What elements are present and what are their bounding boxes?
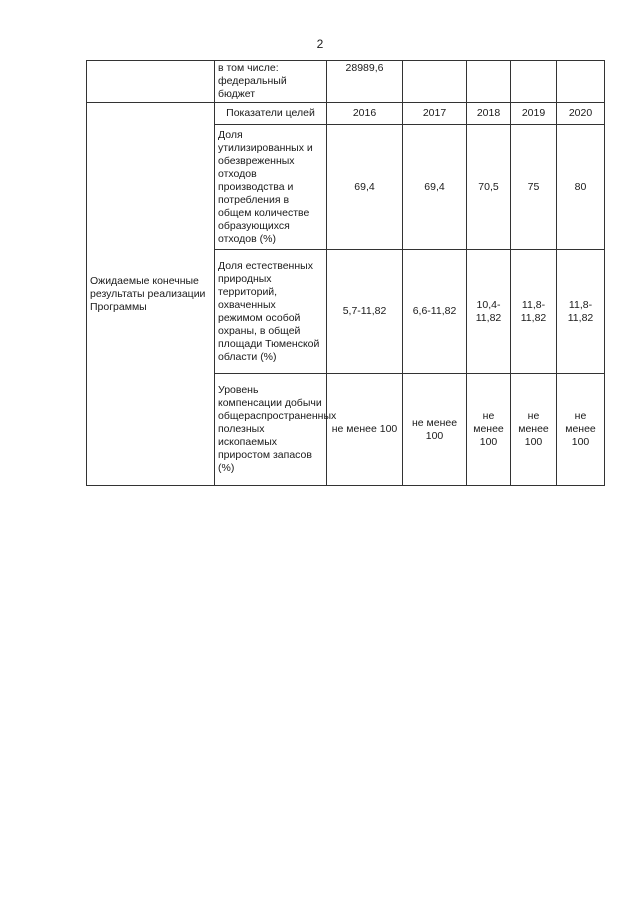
indicator-value: 6,6-11,82 <box>403 250 467 374</box>
indicator-value: 69,4 <box>327 125 403 250</box>
page-number: 2 <box>316 37 324 51</box>
indicator-label: Уровень компенсации добычи общераспространенных полезных ископаемых приростом запасов (%) <box>215 374 327 486</box>
empty-cell <box>557 61 605 103</box>
funding-value: 28989,6 <box>327 61 403 103</box>
indicator-value: 11,8-11,82 <box>511 250 557 374</box>
indicator-value: 5,7-11,82 <box>327 250 403 374</box>
empty-cell <box>87 61 215 103</box>
empty-cell <box>403 61 467 103</box>
indicator-value: не менее 100 <box>403 374 467 486</box>
year-header: 2018 <box>467 103 511 125</box>
indicator-value: не менее 100 <box>467 374 511 486</box>
indicator-label: Доля утилизированных и обезвреженных отходов производства и потребления в общем количестве образующихся отходов (%) <box>215 125 327 250</box>
indicator-value: 70,5 <box>467 125 511 250</box>
indicator-value: 11,8-11,82 <box>557 250 605 374</box>
program-table <box>86 60 605 486</box>
indicator-label: Доля естественных природных территорий, охваченных режимом особой охраны, в общей площади Тюменской области (%) <box>215 250 327 374</box>
section-title: Ожидаемые конечные результаты реализации Программы <box>87 103 215 486</box>
funding-row <box>87 61 605 103</box>
indicators-header: Показатели целей <box>215 103 327 125</box>
funding-label: в том числе: федеральный бюджет <box>215 61 327 103</box>
year-header: 2016 <box>327 103 403 125</box>
indicator-value: 10,4-11,82 <box>467 250 511 374</box>
indicator-value: не менее 100 <box>327 374 403 486</box>
indicator-value: 80 <box>557 125 605 250</box>
indicator-value: не менее 100 <box>511 374 557 486</box>
empty-cell <box>511 61 557 103</box>
header-row <box>87 103 605 125</box>
year-header: 2019 <box>511 103 557 125</box>
indicator-value: 75 <box>511 125 557 250</box>
year-header: 2017 <box>403 103 467 125</box>
indicator-value: не менее 100 <box>557 374 605 486</box>
indicator-value: 69,4 <box>403 125 467 250</box>
year-header: 2020 <box>557 103 605 125</box>
empty-cell <box>467 61 511 103</box>
